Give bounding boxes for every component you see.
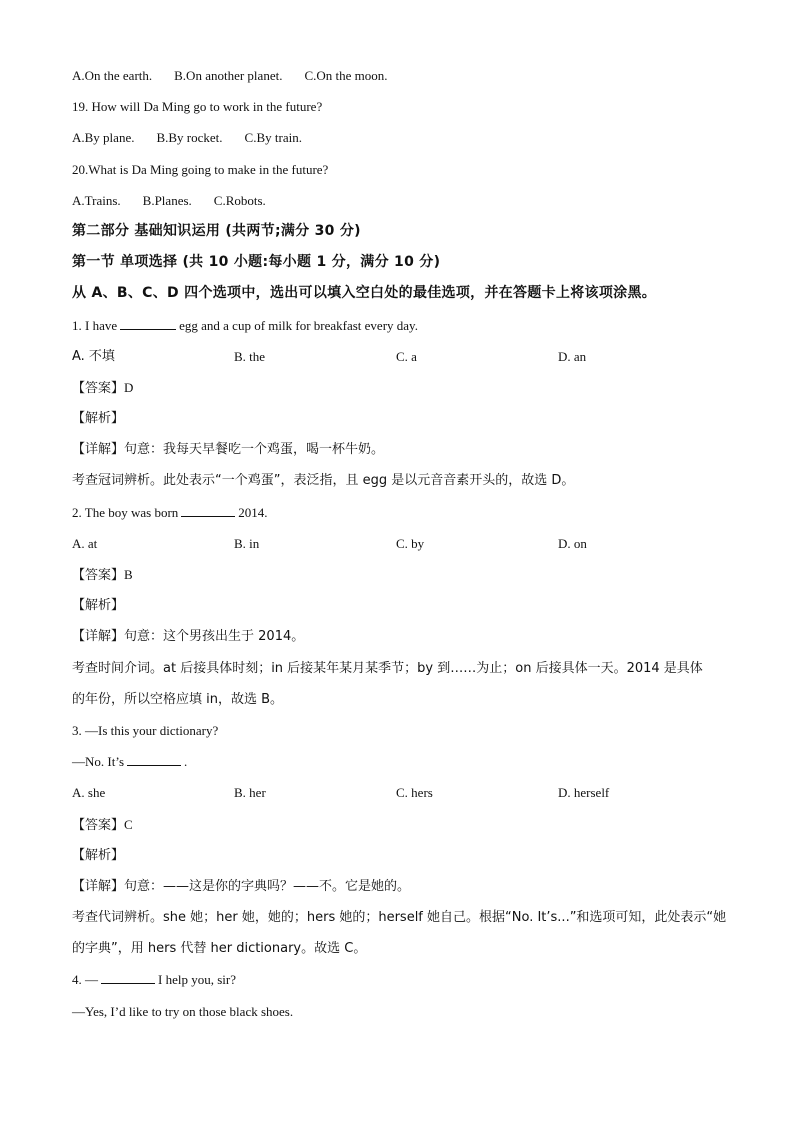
- detail-line: 【详解】句意：我每天早餐吃一个鸡蛋，喝一杯牛奶。: [72, 442, 385, 458]
- question-1-stem: 1. I have egg and a cup of milk for breakfast every day.: [72, 317, 418, 333]
- q19-options: [72, 122, 732, 153]
- analysis-tag: 【解析】: [72, 598, 125, 614]
- option: C.On the moon.: [304, 68, 388, 83]
- option: A.By plane.: [72, 130, 135, 146]
- option-b: B. her: [234, 785, 266, 801]
- option-d: D. herself: [558, 785, 610, 801]
- option-b: B. in: [234, 535, 260, 551]
- detail-line: 【详解】句意：——这是你的字典吗？——不。它是她的。: [72, 878, 411, 894]
- option: C.By train.: [244, 130, 302, 146]
- detail-line: 【详解】句意：这个男孩出生于 2014。: [72, 629, 305, 645]
- part2-heading: 第二部分 基础知识运用 (共两节;满分 30 分): [72, 222, 361, 239]
- answer-value: C: [124, 816, 133, 832]
- question-4-reply: —Yes, I’d like to try on those black shoes.: [72, 1003, 294, 1019]
- q18-options: [72, 60, 732, 91]
- option-c: C. hers: [396, 785, 433, 801]
- question-1-options: [72, 341, 732, 372]
- explain-line: 的字典”，用 hers 代替 her dictionary。故选 C。: [72, 941, 367, 957]
- answer-value: D: [124, 379, 134, 395]
- explain-line: 考查冠词辨析。此处表示“一个鸡蛋”，表泛指，且 egg 是以元音音素开头的，故选 D。: [72, 473, 575, 489]
- answer-blank: [127, 753, 181, 766]
- option: B.By rocket.: [156, 130, 223, 146]
- answer-line: 【答案】B: [72, 567, 133, 583]
- option-c: C. a: [396, 348, 417, 364]
- question-2-options: [72, 528, 732, 559]
- answer-blank: [181, 504, 235, 517]
- option-a: A. at: [72, 535, 98, 551]
- option-b: B. the: [234, 348, 266, 364]
- analysis-tag: 【解析】: [72, 411, 125, 427]
- option-a: A. she: [72, 785, 106, 801]
- explain-line: 考查时间介词。at 后接具体时刻；in 后接某年某月某季节；by 到……为止；on 后接具体一天。2014 是具体: [72, 660, 703, 676]
- answer-value: B: [124, 567, 133, 582]
- explain-line: 的年份，所以空格应填 in，故选 B。: [72, 691, 284, 707]
- answer-line: 【答案】C: [72, 816, 133, 833]
- question-3-options: [72, 777, 732, 808]
- option-d: D. on: [558, 535, 587, 551]
- section1-heading: 第一节 单项选择 (共 10 小题:每小题 1 分，满分 10 分): [72, 254, 441, 271]
- instruction: 从 A、B、C、D 四个选项中，选出可以填入空白处的最佳选项，并在答题卡上将该项涂黑。: [72, 285, 657, 302]
- question-2-stem: 2. The boy was born 2014.: [72, 504, 268, 520]
- explain-line: 考查代词辨析。she 她；her 她，她的；hers 她的；herself 她自己。根据“No. It’s...”和选项可知，此处表示“她: [72, 910, 727, 926]
- option: C.Robots.: [213, 192, 266, 208]
- question-3-stem: 3. —Is this your dictionary?: [72, 722, 219, 738]
- option: B.Planes.: [142, 192, 192, 208]
- answer-blank: [120, 317, 176, 330]
- question-3-reply: —No. It’s .: [72, 754, 188, 770]
- q20-stem: 20.What is Da Ming going to make in the future?: [72, 161, 329, 177]
- answer-line: 【答案】D: [72, 379, 134, 396]
- option-d: D. an: [558, 348, 587, 364]
- exam-page: [72, 60, 732, 1027]
- q19-stem: 19. How will Da Ming go to work in the future?: [72, 99, 323, 115]
- question-4-stem: 4. — I help you, sir?: [72, 972, 236, 988]
- option-a: A. 不填: [72, 348, 115, 364]
- q20-options: [72, 185, 732, 216]
- analysis-tag: 【解析】: [72, 847, 125, 863]
- option-c: C. by: [396, 535, 425, 551]
- answer-blank: [101, 971, 155, 984]
- option: B.On another planet.: [174, 68, 283, 83]
- option: A.Trains.: [72, 192, 121, 208]
- option: A.On the earth.: [72, 68, 153, 83]
